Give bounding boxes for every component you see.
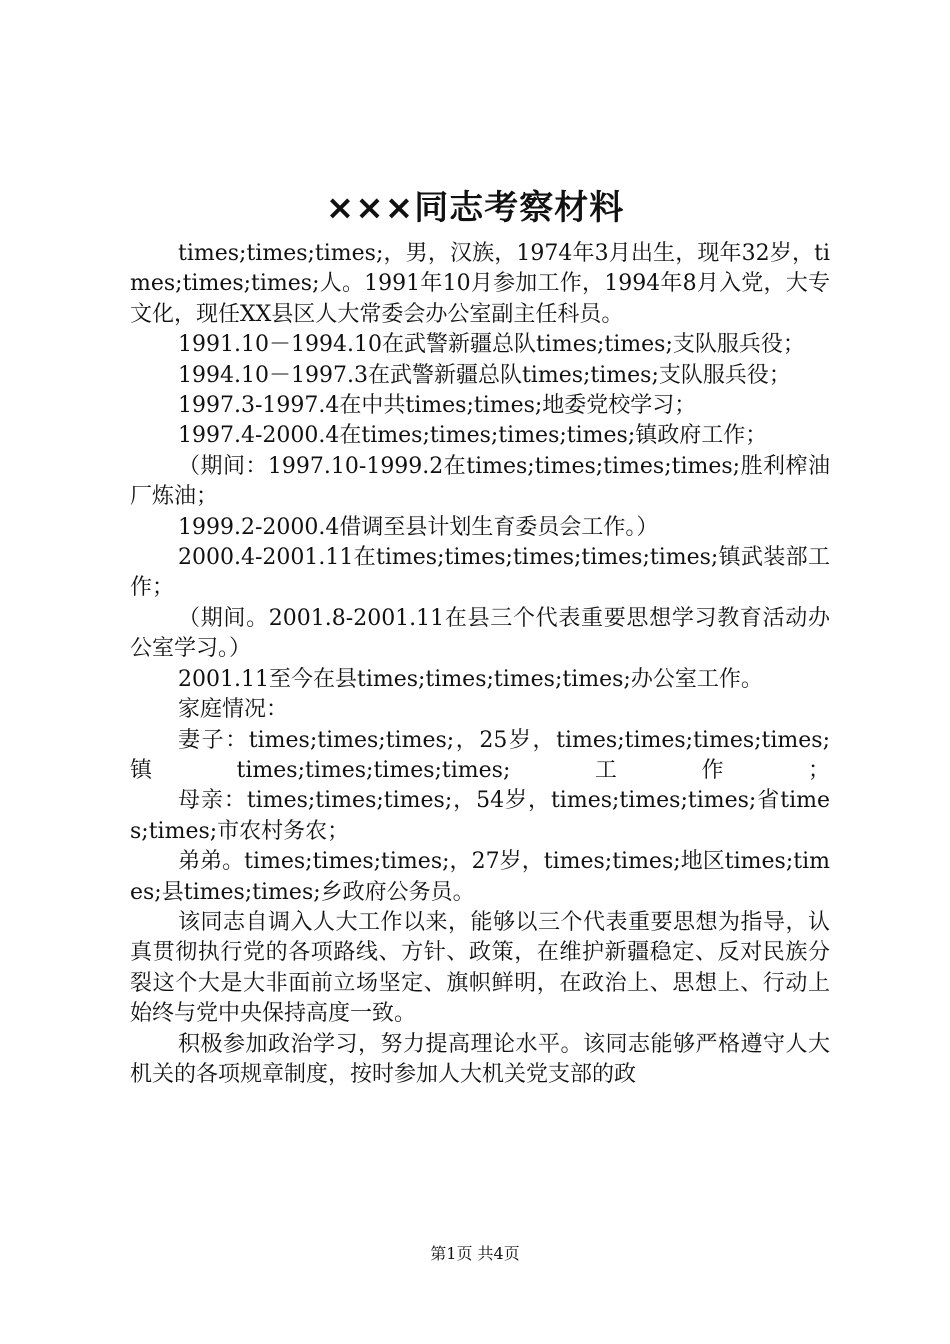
paragraph-family-mother: 母亲：times;times;times;，54岁，times;times;times;省times;times;市农村务农；	[130, 788, 830, 844]
document-title: ×××同志考察材料	[325, 188, 625, 228]
paragraph-family-wife: 妻子：times;times;times;，25岁，times;times;times;times;镇times;times;times;times;工作；	[130, 727, 830, 783]
paragraph-resume-1: 1991.10－1994.10在武警新疆总队times;times;支队服兵役；	[178, 332, 805, 358]
paragraph-evaluation-2: 积极参加政治学习，努力提高理论水平。该同志能够严格遵守人大机关的各项规章制度，按时参加人大机关党支部的政	[130, 1031, 830, 1087]
paragraph-resume-5: （期间：1997.10-1999.2在times;times;times;times;胜利榨油厂炼油；	[130, 453, 830, 510]
page-footer: 第1页 共4页	[430, 1244, 520, 1263]
paragraph-family-heading: 家庭情况：	[178, 697, 289, 723]
paragraph-resume-4: 1997.4-2000.4在times;times;times;times;镇政府工作；	[178, 423, 768, 449]
paragraph-resume-7: 2000.4-2001.11在times;times;times;times;times;镇武装部工作；	[130, 545, 830, 601]
document-body	[130, 239, 830, 1090]
paragraph-family-brother: 弟弟。times;times;times;，27岁，times;times;地区times;times;县times;times;乡政府公务员。	[130, 849, 830, 905]
paragraph-resume-2: 1994.10－1997.3在武警新疆总队times;times;支队服兵役；	[178, 362, 791, 388]
paragraph-resume-3: 1997.3-1997.4在中共times;times;地委党校学习；	[178, 393, 697, 419]
paragraph-evaluation-1: 该同志自调入人大工作以来，能够以三个代表重要思想为指导，认真贯彻执行党的各项路线、方针、政策，在维护新疆稳定、反对民族分裂这个大是大非面前立场坚定、旗帜鲜明，在政治上、思想上、行动上始终与党中央保持高度一致。	[130, 909, 830, 1027]
paragraph-resume-9: 2001.11至今在县times;times;times;times;办公室工作。	[178, 666, 763, 692]
paragraph-resume-6: 1999.2-2000.4借调至县计划生育委员会工作。）	[178, 514, 659, 540]
paragraph-intro: times;times;times;，男，汉族，1974年3月出生，现年32岁，times;times;times;人。1991年10月参加工作，1994年8月入党，大专文化，现任XX县区人大常委会办公室副主任科员。	[130, 241, 830, 327]
paragraph-resume-8: （期间。2001.8-2001.11在县三个代表重要思想学习教育活动办公室学习。）	[130, 605, 830, 662]
